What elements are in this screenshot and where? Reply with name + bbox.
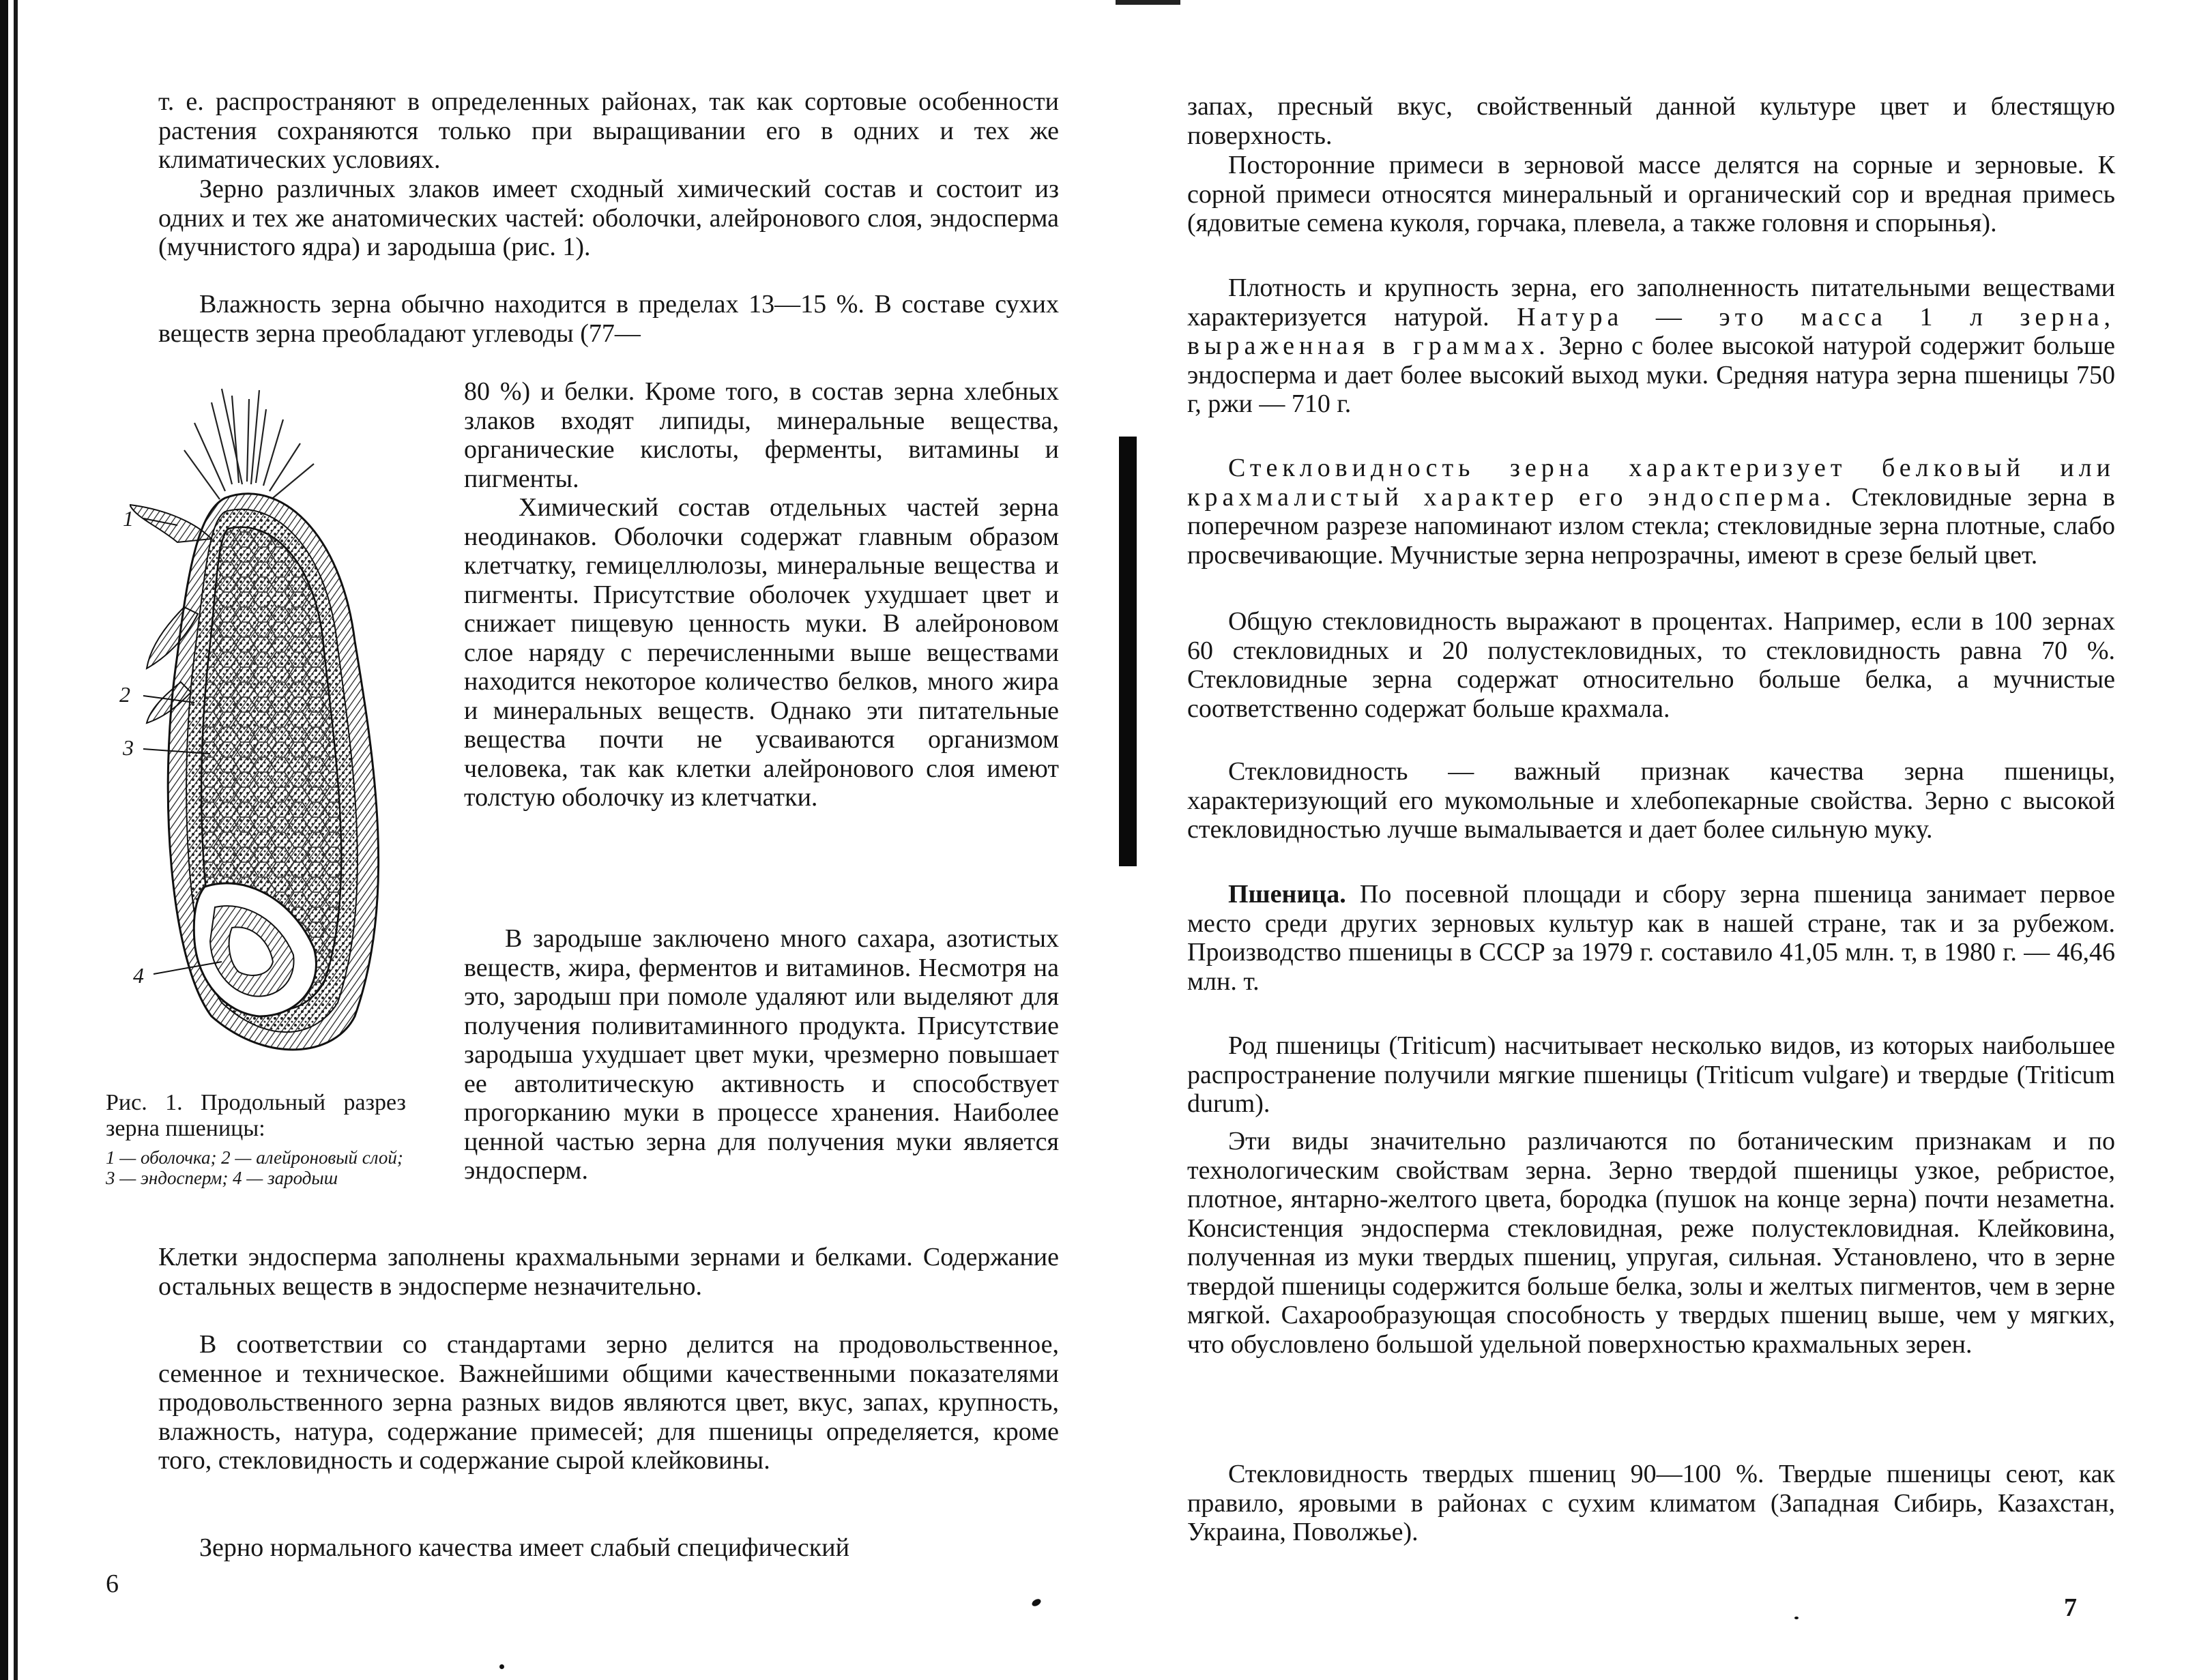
paragraph [1187, 274, 2115, 419]
right-page [1105, 0, 2212, 1680]
paragraph: В соответствии со стандартами зерно делится на продовольственное, семенное и техническое. Важнейшими общими качественными показателями продовольственного зерна разных видов являются цвет, вкус, запах, крупность, влажность, натура, содержание примесей; для пшеницы определяется, кроме того, стекловидность и содержание сырой клейковины. [158, 1330, 1059, 1475]
callout-1: 1 [123, 506, 134, 531]
paragraph: запах, пресный вкус, свойственный данной культуре цвет и блестящую поверхность. [1187, 92, 2115, 150]
section-heading: Пшеница. [1228, 880, 1346, 909]
term-definition: Стекловидность зерна характеризует белковый или крахмалистый характер его эндосперма. [1187, 454, 2115, 512]
paragraph-text: Стекловидные зерна в поперечном разрезе напоминают излом стекла; стекловидные зерна плотные, слабо просвечивающие. Мучнистые зерна непрозрачны, имеют в срезе белый цвет. [1187, 482, 2116, 570]
term-definition: Натура — это масса 1 л зерна, выраженная в граммах. [1187, 302, 2115, 360]
left-page [0, 0, 1105, 1680]
paragraph [1187, 880, 2115, 996]
paragraph: т. е. распространяют в определенных районах, так как сортовые особенности растения сохраняются только при выращивании его в одних и тех же климатических условиях. [158, 87, 1059, 174]
callout-3: 3 [123, 735, 134, 760]
paragraph: Стекловидность твердых пшениц 90—100 %. Твердые пшеницы сеют, как правило, яровыми в районах с сухим климатом (Западная Сибирь, Казахстан, Украина, Поволжье). [1187, 1460, 2115, 1546]
paragraph-text: Плотность и крупность зерна, его заполненность питательными веществами характеризуется натурой. [1187, 274, 2115, 331]
paragraph: Зерно различных злаков имеет сходный химический состав и состоит из одних и тех же анатомических частей: оболочки, алейронового слоя, эндосперма (мучнистого ядра) и зародыша (рис. 1). [158, 175, 1059, 261]
page-number: 7 [2064, 1593, 2077, 1622]
paragraph: Эти виды значительно различаются по ботаническим признакам и по технологическим свойствам зерна. Зерно твердой пшеницы узкое, ребристое, плотное, янтарно-желтого цвета, бородка (пушок на конце зерна) почти незаметна. Консистенция эндосперма стекловидная, реже полустекловидная. Клейковина, полученная из муки твердых пшениц, упругая, сильная. Установлено, что в зерне твердой пшеницы содержится больше белка, золы и желтых пигментов, чем в зерне мягкой. Сахарообразующая способность у твердых пшениц выше, чем у мягких, что обусловлено большой удельной поверхностью крахмальных зерен. [1187, 1127, 2115, 1359]
paragraph: Химический состав отдельных частей зерна неодинаков. Оболочки содержат главным образом клетчатку, гемицеллюлозы, минеральные вещества и пигменты. Присутствие оболочек ухудшает цвет и снижает пищевую ценность муки. В алейроновом слое наряду с перечисленными выше веществами находится некоторое количество белков, много жира и минеральных веществ. Однако эти питательные вещества почти не усваиваются организмом человека, так как клетки алейронового слоя имеют толстую оболочку из клетчатки. [464, 493, 1059, 812]
paragraph: Род пшеницы (Triticum) насчитывает несколько видов, из которых наибольшее распространение получили мягкие пшеницы (Triticum vulgare) и твердые (Triticum durum). [1187, 1031, 2115, 1118]
paragraph [1187, 454, 2115, 570]
paragraph: 80 %) и белки. Кроме того, в состав зерна хлебных злаков входят липиды, минеральные вещества, органические кислоты, ферменты, витамины и пигменты. [464, 377, 1059, 493]
paragraph: Посторонние примеси в зерновой массе делятся на сорные и зерновые. К сорной примеси относятся минеральный и органический сор и вредная примесь (ядовитые семена куколя, горчака, плевела, а также головня и спорынья). [1187, 151, 2115, 237]
paragraph-text: По посевной площади и сбору зерна пшеница занимает первое место среди других зерновых культур как в нашей стране, так и за рубежом. Производство пшеницы в СССР за 1979 г. составило 41,05 млн. т, в 1980 г. — 46,46 млн. т. [1187, 880, 2115, 996]
grain-section-illustration [130, 382, 457, 1071]
figure-caption-title: Рис. 1. Продольный разрез зерна пшеницы: [106, 1090, 406, 1141]
page-number: 6 [106, 1570, 119, 1598]
paragraph: Зерно нормального качества имеет слабый специфический [199, 1533, 849, 1562]
paragraph: Клетки эндосперма заполнены крахмальными зернами и белками. Содержание остальных веществ в эндосперме незначительно. [158, 1243, 1059, 1301]
paragraph: Влажность зерна обычно находится в пределах 13—15 %. В составе сухих веществ зерна преобладают углеводы (77— [158, 290, 1059, 348]
figure-caption-legend: 1 — оболочка; 2 — алейроновый слой; 3 — эндосперм; 4 — зародыш [106, 1147, 403, 1188]
callout-4: 4 [133, 963, 144, 988]
callout-2: 2 [119, 682, 130, 707]
paragraph: В зародыше заключено много сахара, азотистых веществ, жира, ферментов и витаминов. Несмотря на это, зародыш при помоле удаляют или выделяют для получения поливитаминного продукта. Присутствие зародыша ухудшает цвет муки, чрезмерно повышает ее автолитическую активность и способствует прогорканию муки в процессе хранения. Наиболее ценной частью зерна для получения муки является эндосперм. [464, 924, 1059, 1185]
figure-grain-section [119, 382, 457, 1071]
paragraph-text: Зерно с более высокой натурой содержит больше эндосперма и дает более высокий выход муки. Средняя натура зерна пшеницы 750 г, ржи — 710 г. [1187, 331, 2115, 418]
paragraph: Общую стекловидность выражают в процентах. Например, если в 100 зернах 60 стекловидных и 20 полустекловидных, то стекловидность равна 70 %. Стекловидные зерна содержат относительно больше белка, а мучнистые соответственно содержат больше крахмала. [1187, 607, 2115, 723]
paragraph: Стекловидность — важный признак качества зерна пшеницы, характеризующий его мукомольные и хлебопекарные свойства. Зерно с высокой стекловидностью лучше вымалывается и дает более сильную муку. [1187, 757, 2115, 844]
